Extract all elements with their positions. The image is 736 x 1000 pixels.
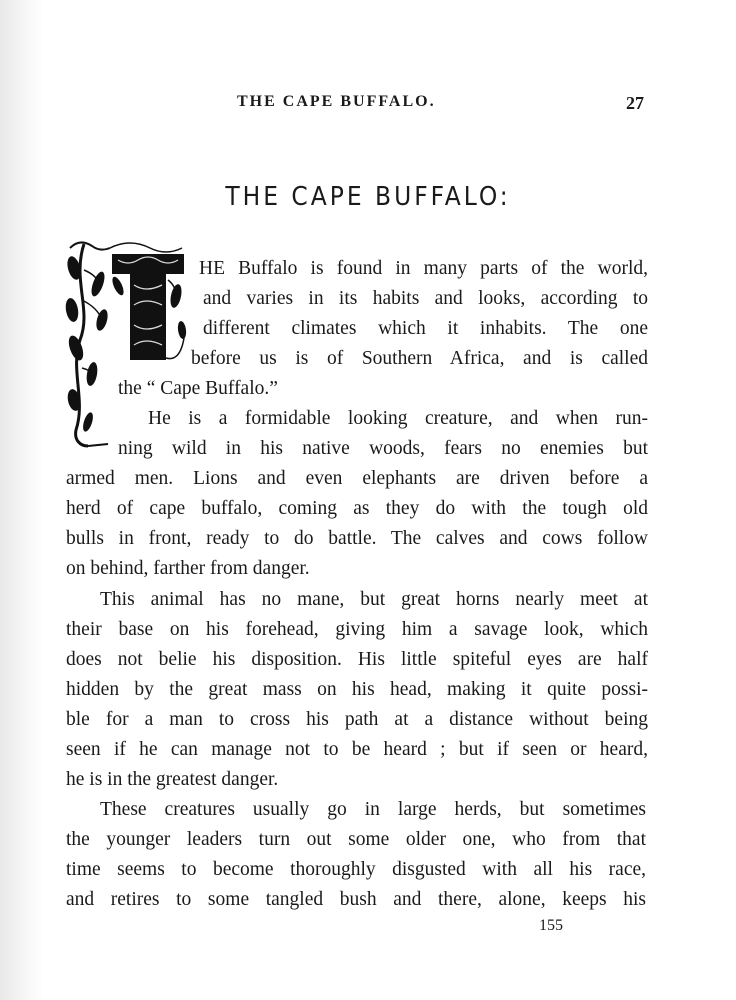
page-number: 27 [626, 93, 644, 113]
text-line: does not belie his disposition. His little spiteful eyes are half [66, 649, 648, 670]
text-line: ning wild in his native woods, fears no enemies but [118, 438, 648, 459]
text-line: He is a formidable looking creature, and when run- [148, 408, 648, 429]
running-head [0, 93, 736, 117]
chapter-title: THE CAPE BUFFALO: [225, 182, 511, 212]
text-line: on behind, farther from danger. [66, 558, 310, 579]
text-line: herd of cape buffalo, coming as they do with the tough old [66, 498, 648, 519]
signature-mark: 155 [539, 917, 563, 934]
text-line: the “ Cape Buffalo.” [118, 378, 278, 399]
text-line: These creatures usually go in large herds, but sometimes [100, 799, 646, 820]
text-line: seen if he can manage not to be heard ; but if seen or heard, [66, 739, 648, 760]
text-line: the younger leaders turn out some older one, who from that [66, 829, 646, 850]
text-line: armed men. Lions and even elephants are driven before a [66, 468, 648, 489]
text-line: before us is of Southern Africa, and is called [191, 348, 648, 369]
text-line: he is in the greatest danger. [66, 769, 279, 790]
text-line: time seems to become thoroughly disgusted with all his race, [66, 859, 646, 880]
text-line: and varies in its habits and looks, according to [203, 288, 648, 309]
text-line: hidden by the great mass on his head, making it quite possi- [66, 679, 648, 700]
text-line: different climates which it inhabits. The one [203, 318, 648, 339]
text-line: and retires to some tangled bush and there, alone, keeps his [66, 889, 646, 910]
page-gutter-shadow [0, 0, 44, 1000]
text-line: their base on his forehead, giving him a savage look, which [66, 619, 648, 640]
text-line: ble for a man to cross his path at a distance without being [66, 709, 648, 730]
running-title: THE CAPE BUFFALO. [237, 93, 436, 110]
text-line: This animal has no mane, but great horns nearly meet at [100, 589, 648, 610]
text-line: bulls in front, ready to do battle. The calves and cows follow [66, 528, 648, 549]
text-line: HE Buffalo is found in many parts of the world, [199, 258, 648, 279]
